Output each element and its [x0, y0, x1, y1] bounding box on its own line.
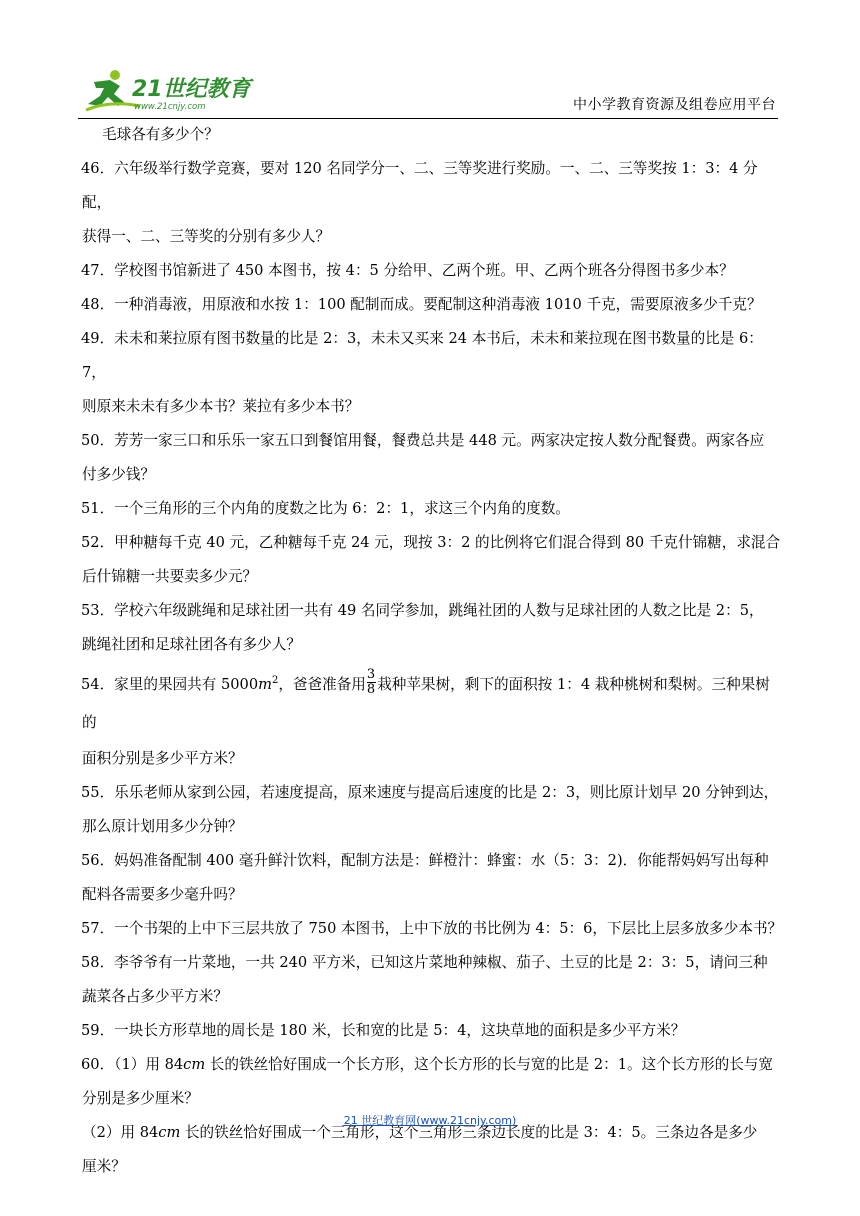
fraction [367, 668, 376, 697]
question-49: 49．未未和莱拉原有图书数量的比是 2：3，未未又买来 24 本书后，未未和莱拉现在图书数量的比是 6：7， [81, 330, 763, 381]
question-58-line2: 蔬菜各占多少平方米？ [82, 987, 228, 1005]
q60a-unit: cm [183, 1055, 206, 1073]
fraction-denominator: 8 [366, 682, 376, 698]
q60a-pre: 60．（1）用 84 [81, 1055, 184, 1073]
page-header [78, 62, 778, 119]
question-54-line2: 面积分别是多少平方米？ [82, 749, 243, 767]
q60b-unit: cm [158, 1123, 181, 1141]
question-53-line2: 跳绳社团和足球社团各有多少人？ [82, 636, 301, 653]
q54-post: 栽种苹果树，剩下的面积按 1：4 栽种桃树和梨树。三种果树的 [82, 675, 770, 731]
logo-text: 21世纪教育 [132, 77, 251, 102]
question-50-line2: 付多少钱？ [82, 466, 155, 483]
fraction-numerator: 3 [366, 667, 376, 683]
question-list [82, 118, 784, 1184]
question-46-line2: 获得一、二、三等奖的分别有多少人？ [82, 228, 331, 245]
logo [80, 66, 260, 114]
question-47: 47．学校图书馆新进了 450 本图书，按 4：5 分给甲、乙两个班。甲、乙两个班各分得图书多少本？ [81, 262, 734, 279]
page-footer [0, 1112, 860, 1128]
question-56: 56．妈妈准备配制 400 毫升鲜汁饮料，配制方法是：鲜橙汁：蜂蜜：水（5：3：2)．你能帮妈妈写出每种 [81, 851, 769, 869]
question-59: 59．一块长方形草地的周长是 180 米，长和宽的比是 5：4，这块草地的面积是多少平方米？ [81, 1021, 686, 1039]
q54-mid: ，爸爸准备用 [278, 675, 366, 693]
question-60-part2-line2: 厘米？ [82, 1157, 126, 1175]
question-51: 51．一个三角形的三个内角的度数之比为 6：2：1，求这三个内角的度数。 [81, 500, 570, 517]
question-52: 52．甲种糖每千克 40 元，乙种糖每千克 24 元，现按 3：2 的比例将它们混合得到 80 千克什锦糖，求混合 [81, 534, 781, 551]
platform-name: 中小学教育资源及组卷应用平台 [573, 97, 776, 113]
question-54 [82, 662, 784, 742]
q60a-post: 长的铁丝恰好围成一个长方形，这个长方形的长与宽的比是 2：1。这个长方形的长与宽 [205, 1055, 773, 1073]
q60b-post: 长的铁丝恰好围成一个三角形，这个三角形三条边长度的比是 3：4：5。三条边各是多少 [180, 1123, 758, 1141]
question-58: 58．李爷爷有一片菜地，一共 240 平方米，已知这片菜地种辣椒、茄子、土豆的比是 2：3：5，请问三种 [81, 953, 768, 971]
q54-pre: 54．家里的果园共有 5000 [81, 675, 259, 693]
question-57: 57．一个书架的上中下三层共放了 750 本图书，上中下放的书比例为 4：5：6，下层比上层多放多少本书？ [81, 919, 783, 937]
question-60-part1-line2: 分别是多少厘米？ [82, 1089, 199, 1107]
question-45-tail: 毛球各有多少个？ [102, 126, 219, 143]
footer-link[interactable]: 21 世纪教育网(www.21cnjy.com) [343, 1114, 517, 1127]
question-52-line2: 后什锦糖一共要卖多少元？ [82, 568, 258, 585]
question-50: 50．芳芳一家三口和乐乐一家五口到餐馆用餐，餐费总共是 448 元。两家决定按人数分配餐费。两家各应 [81, 432, 765, 449]
question-55: 55．乐乐老师从家到公园，若速度提高，原来速度与提高后速度的比是 2：3，则比原计划早 20 分钟到达， [81, 783, 779, 801]
question-55-line2: 那么原计划用多少分钟？ [82, 817, 243, 835]
q54-exp: 2 [271, 675, 279, 686]
q60b-pre: （2）用 84 [82, 1123, 159, 1141]
question-49-line2: 则原来未未有多少本书？莱拉有多少本书？ [82, 398, 360, 415]
question-48: 48．一种消毒液，用原液和水按 1：100 配制而成。要配制这种消毒液 1010 千克，需要原液多少千克？ [81, 296, 762, 313]
question-60-part1 [82, 1048, 784, 1082]
question-56-line2: 配料各需要多少毫升吗？ [82, 885, 243, 903]
question-46: 46．六年级举行数学竞赛，要对 120 名同学分一、二、三等奖进行奖励。一、二、三等奖按 1：3：4 分配， [81, 160, 758, 211]
logo-url: www.21cnjy.com [134, 102, 206, 112]
question-53: 53．学校六年级跳绳和足球社团一共有 49 名同学参加，跳绳社团的人数与足球社团的人数之比是 2：5， [81, 602, 764, 619]
q54-unit: m [258, 675, 272, 693]
